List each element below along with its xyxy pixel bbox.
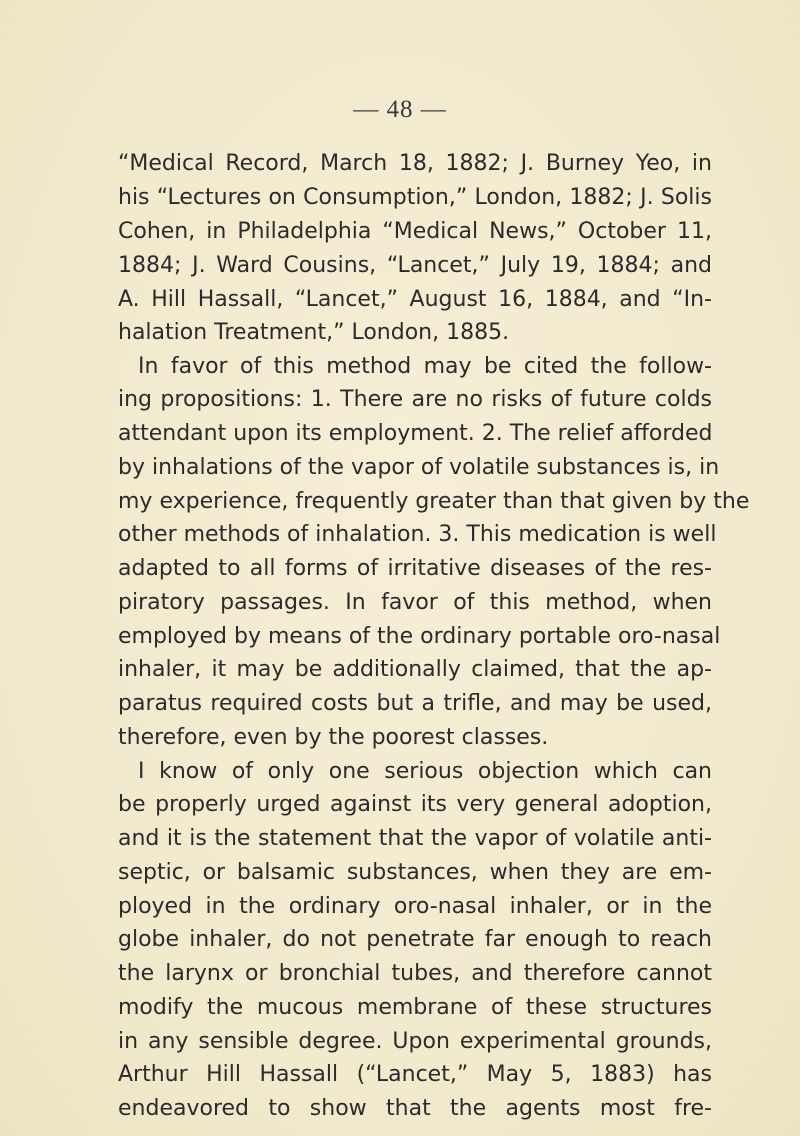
text-line: adapted to all forms of irritative diseases of the res- [118,556,712,581]
text-line: be properly urged against its very general adoption, [118,792,712,817]
text-line: piratory passages. In favor of this method, when [118,590,712,615]
text-line: Cohen, in Philadelphia “Medical News,” October 11, [118,219,712,244]
text-line: my experience, frequently greater than that given by the [118,489,750,514]
text-line: modify the mucous membrane of these structures [118,995,712,1020]
text-line: halation Treatment,” London, 1885. [118,320,510,345]
paragraph-start-line: I know of only one serious objection which can [138,759,712,784]
page-number: — 48 — [353,96,447,123]
text-line: endeavored to show that the agents most fre- [118,1096,712,1121]
text-line: ployed in the ordinary oro-nasal inhaler, or in the [118,894,712,919]
text-line: by inhalations of the vapor of volatile substances is, in [118,455,720,480]
text-line: and it is the statement that the vapor of volatile anti- [118,826,712,851]
text-line: in any sensible degree. Upon experimental grounds, [118,1029,712,1054]
text-line: ing propositions: 1. There are no risks of future colds [118,387,712,412]
text-line: other methods of inhalation. 3. This medication is well [118,522,717,547]
text-line: employed by means of the ordinary portable oro-nasal [118,624,721,649]
text-line: therefore, even by the poorest classes. [118,725,549,750]
text-line: paratus required costs but a trifle, and may be used, [118,691,712,716]
paragraph-start-line: In favor of this method may be cited the follow- [138,354,712,379]
text-line: A. Hill Hassall, “Lancet,” August 16, 1884, and “In- [118,287,712,312]
text-line: inhaler, it may be additionally claimed, that the ap- [118,657,712,682]
text-line: globe inhaler, do not penetrate far enough to reach [118,927,712,952]
text-line: 1884; J. Ward Cousins, “Lancet,” July 19, 1884; and [118,253,712,278]
text-line: his “Lectures on Consumption,” London, 1882; J. Solis [118,185,712,210]
text-line: Arthur Hill Hassall (“Lancet,” May 5, 1883) has [118,1062,712,1087]
text-line: the larynx or bronchial tubes, and therefore cannot [118,961,712,986]
text-line: attendant upon its employment. 2. The relief afforded [118,421,713,446]
text-line: “Medical Record, March 18, 1882; J. Burney Yeo, in [118,151,712,176]
text-line: septic, or balsamic substances, when they are em- [118,860,712,885]
